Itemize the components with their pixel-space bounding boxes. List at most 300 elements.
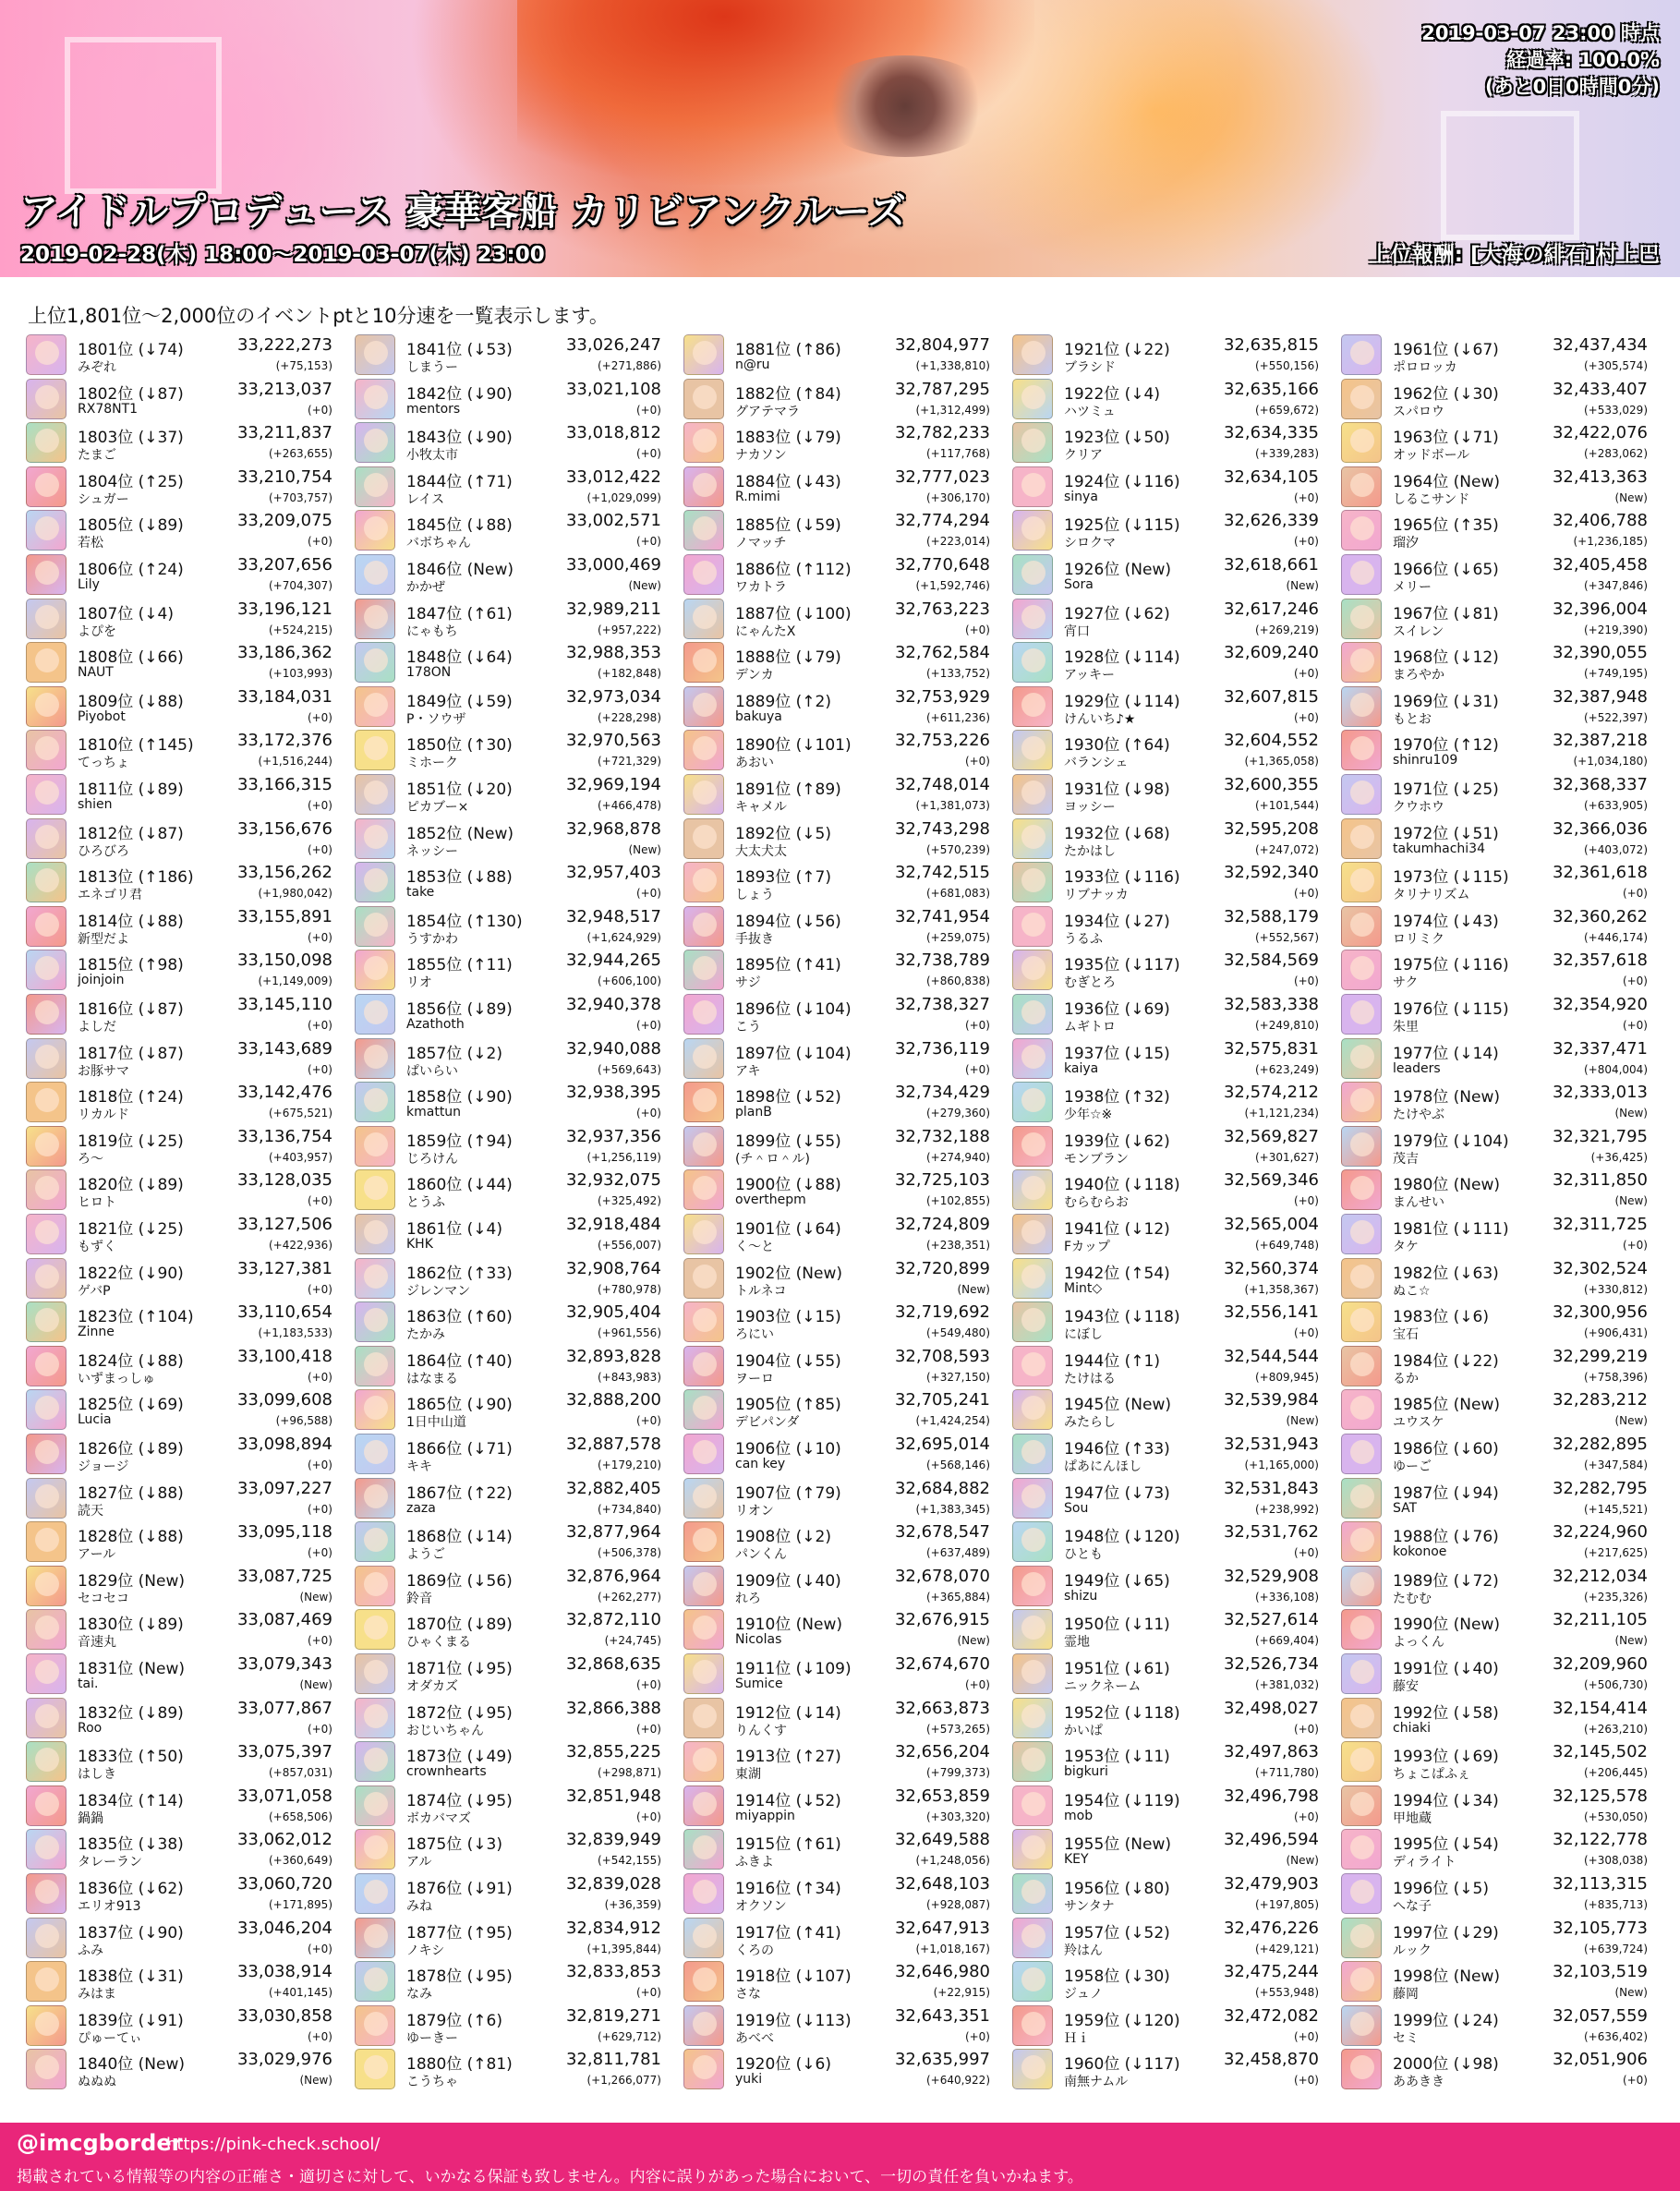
rank-label: 1975位 (↓116) xyxy=(1393,956,1509,975)
event-points: 32,600,355 xyxy=(1223,775,1319,794)
ten-minute-gain: (+1,516,244) xyxy=(258,755,332,769)
ranking-entry xyxy=(353,1036,663,1081)
rank-label: 1838位 (↓31) xyxy=(78,1967,184,1987)
ranking-entry xyxy=(24,904,334,949)
ranking-entry xyxy=(682,684,992,729)
idol-avatar-icon xyxy=(683,642,724,683)
producer-name: はなまる xyxy=(406,1371,458,1386)
producer-name: セミ xyxy=(1393,2030,1419,2046)
event-points: 33,156,676 xyxy=(236,818,332,839)
producer-name: 東湖 xyxy=(735,1767,761,1783)
ranking-entry xyxy=(682,640,992,684)
event-points: 32,663,873 xyxy=(894,1698,990,1718)
idol-avatar-icon xyxy=(683,774,724,815)
rank-label: 1818位 (↑24) xyxy=(78,1088,184,1108)
ten-minute-gain: (+102,855) xyxy=(925,1194,990,1208)
ranking-entry xyxy=(353,1168,663,1212)
producer-name: ああきき xyxy=(1393,2075,1444,2090)
ten-minute-gain: (+145,521) xyxy=(1583,1502,1648,1516)
rank-label: 1880位 (↑81) xyxy=(406,2055,513,2075)
ten-minute-gain: (+235,326) xyxy=(1583,1590,1648,1604)
producer-name: ノマッチ xyxy=(735,536,787,551)
ranking-entry xyxy=(353,2047,663,2091)
event-points: 32,720,899 xyxy=(894,1258,990,1278)
banner-eye-art xyxy=(813,55,997,157)
ranking-entry xyxy=(1010,1739,1321,1784)
idol-avatar-icon xyxy=(683,1829,724,1870)
idol-avatar-icon xyxy=(1341,466,1382,507)
idol-avatar-icon xyxy=(355,554,395,595)
ten-minute-gain: (New) xyxy=(1614,1986,1648,2000)
producer-name: しょう xyxy=(735,888,774,903)
rank-label: 1893位 (↑7) xyxy=(735,868,831,888)
ten-minute-gain: (+22,915) xyxy=(933,1986,990,2000)
idol-avatar-icon xyxy=(355,466,395,507)
rank-label: 1865位 (↓90) xyxy=(406,1396,513,1415)
rank-label: 1928位 (↓114) xyxy=(1064,648,1180,668)
rank-label: 1814位 (↓88) xyxy=(78,912,184,931)
rank-label: 1851位 (↓20) xyxy=(406,781,513,799)
ten-minute-gain: (+403,072) xyxy=(1583,842,1648,856)
ranking-entry xyxy=(682,1564,992,1608)
rank-label: 1958位 (↓30) xyxy=(1064,1967,1170,1987)
rank-label: 1957位 (↓52) xyxy=(1064,1923,1170,1943)
event-points: 32,674,670 xyxy=(894,1654,990,1674)
ten-minute-gain: (+0) xyxy=(307,1546,332,1560)
ten-minute-gain: (+658,506) xyxy=(268,1810,332,1823)
idol-avatar-icon xyxy=(683,1785,724,1826)
ranking-entry xyxy=(353,1827,663,1871)
producer-name: take xyxy=(406,885,435,901)
ranking-entry xyxy=(24,1212,334,1256)
producer-name: ボカバマズ xyxy=(406,1810,471,1826)
ten-minute-gain: (+0) xyxy=(1293,490,1319,504)
producer-name: むらむらお xyxy=(1064,1195,1129,1211)
idol-avatar-icon xyxy=(1012,599,1053,639)
producer-name: じろけん xyxy=(406,1151,458,1167)
rank-label: 1978位 (New) xyxy=(1393,1088,1501,1108)
idol-avatar-icon xyxy=(1012,1698,1053,1738)
ten-minute-gain: (+758,396) xyxy=(1583,1370,1648,1384)
producer-name: 大太犬太 xyxy=(735,843,787,859)
ten-minute-gain: (+506,378) xyxy=(597,1546,661,1560)
idol-avatar-icon xyxy=(683,599,724,639)
event-points: 32,368,337 xyxy=(1552,775,1648,794)
producer-name: クリア xyxy=(1064,448,1103,464)
idol-avatar-icon xyxy=(1341,994,1382,1035)
producer-name: 朱里 xyxy=(1393,1020,1419,1035)
ranking-entry xyxy=(682,552,992,597)
ranking-entry xyxy=(353,552,663,597)
event-points: 33,046,204 xyxy=(236,1918,332,1938)
event-points: 32,684,882 xyxy=(894,1478,990,1498)
producer-name: よぴを xyxy=(78,623,116,639)
producer-name: グアテマラ xyxy=(735,404,800,419)
event-points: 32,539,984 xyxy=(1223,1390,1319,1410)
producer-name: リブナッカ xyxy=(1064,888,1129,903)
ten-minute-gain: (+799,373) xyxy=(925,1766,990,1780)
rank-label: 1964位 (New) xyxy=(1393,472,1501,491)
ten-minute-gain: (+1,358,367) xyxy=(1244,1282,1319,1296)
twitter-handle[interactable]: @imcgborder xyxy=(17,2130,183,2156)
ten-minute-gain: (+0) xyxy=(964,623,990,636)
idol-avatar-icon xyxy=(1012,1038,1053,1079)
idol-avatar-icon xyxy=(355,1741,395,1782)
rank-label: 1891位 (↑89) xyxy=(735,781,841,799)
event-points: 32,575,831 xyxy=(1223,1038,1319,1059)
site-url-link[interactable]: https://pink-check.school/ xyxy=(166,2135,381,2154)
producer-name: あおい xyxy=(735,756,774,771)
ranking-entry xyxy=(1339,1959,1650,2003)
idol-avatar-icon xyxy=(26,1785,66,1826)
rank-label: 1901位 (↓64) xyxy=(735,1220,841,1239)
ten-minute-gain: (+0) xyxy=(307,1502,332,1516)
banner-window-frame xyxy=(65,37,222,194)
ranking-entry xyxy=(682,1784,992,1828)
producer-name: タレーラン xyxy=(78,1855,142,1870)
ranking-entry xyxy=(1010,1344,1321,1388)
producer-name: リオン xyxy=(735,1503,774,1519)
ten-minute-gain: (+860,838) xyxy=(925,974,990,988)
ranking-entry xyxy=(1339,2003,1650,2048)
idol-avatar-icon xyxy=(1012,379,1053,419)
idol-avatar-icon xyxy=(1341,599,1382,639)
idol-avatar-icon xyxy=(1012,1961,1053,2002)
ranking-entry xyxy=(1339,333,1650,377)
ten-minute-gain: (+0) xyxy=(307,799,332,812)
idol-avatar-icon xyxy=(26,599,66,639)
ranking-entry xyxy=(353,597,663,641)
producer-name: ノキシ xyxy=(406,1943,445,1958)
producer-name: スイレン xyxy=(1393,623,1444,639)
idol-avatar-icon xyxy=(26,1478,66,1519)
ranking-entry xyxy=(1010,992,1321,1036)
event-points: 32,057,559 xyxy=(1552,2005,1648,2026)
rank-label: 1953位 (↓11) xyxy=(1064,1748,1170,1767)
event-points: 32,479,903 xyxy=(1223,1874,1319,1894)
rank-label: 1825位 (↓69) xyxy=(78,1396,184,1415)
producer-name: てっちょ xyxy=(78,756,129,771)
ranking-entry xyxy=(353,1080,663,1124)
ranking-entry xyxy=(353,377,663,421)
ten-minute-gain: (+0) xyxy=(1293,1194,1319,1208)
ten-minute-gain: (+0) xyxy=(1622,974,1648,988)
ten-minute-gain: (+262,277) xyxy=(597,1590,661,1604)
rank-label: 1914位 (↓52) xyxy=(735,1791,841,1810)
idol-avatar-icon xyxy=(355,686,395,727)
idol-avatar-icon xyxy=(26,2049,66,2089)
ten-minute-gain: (+659,672) xyxy=(1254,403,1319,417)
ranking-entry xyxy=(24,1916,334,1960)
ranking-entry xyxy=(1010,1476,1321,1520)
ranking-entry xyxy=(24,1959,334,2003)
producer-name: たむむ xyxy=(1393,1591,1432,1606)
producer-name: ナカソン xyxy=(735,448,787,464)
idol-avatar-icon xyxy=(26,686,66,727)
ranking-entry xyxy=(1339,2047,1650,2091)
rank-label: 1934位 (↓27) xyxy=(1064,912,1170,931)
idol-avatar-icon xyxy=(1012,1741,1053,1782)
producer-name: ふきよ xyxy=(735,1855,774,1870)
event-points: 32,937,356 xyxy=(565,1126,661,1146)
ten-minute-gain: (+606,100) xyxy=(597,974,661,988)
rank-label: 1962位 (↓30) xyxy=(1393,384,1499,404)
ten-minute-gain: (+219,390) xyxy=(1583,623,1648,636)
ranking-entry xyxy=(1010,2047,1321,2091)
ten-minute-gain: (+381,032) xyxy=(1254,1678,1319,1691)
ten-minute-gain: (+568,146) xyxy=(925,1459,990,1471)
ten-minute-gain: (+0) xyxy=(1293,2029,1319,2043)
event-points: 32,609,240 xyxy=(1223,643,1319,663)
ranking-entry xyxy=(682,1080,992,1124)
rank-label: 1802位 (↓87) xyxy=(78,384,184,404)
rank-label: 1829位 (New) xyxy=(78,1571,186,1591)
rank-label: 1944位 (↑1) xyxy=(1064,1351,1160,1371)
rank-label: 1870位 (↓89) xyxy=(406,1616,513,1635)
event-points: 32,866,388 xyxy=(565,1698,661,1718)
idol-avatar-icon xyxy=(683,2049,724,2089)
rank-label: 1956位 (↓80) xyxy=(1064,1880,1170,1898)
ten-minute-gain: (+669,404) xyxy=(1254,1634,1319,1648)
rank-label: 1855位 (↑11) xyxy=(406,956,513,975)
producer-name: しまうー xyxy=(406,360,458,375)
ranking-entry xyxy=(1339,640,1650,684)
producer-name: ゲバP xyxy=(78,1283,111,1299)
event-points: 32,406,788 xyxy=(1552,511,1648,531)
event-points: 32,877,964 xyxy=(565,1522,661,1543)
idol-avatar-icon xyxy=(355,1785,395,1826)
event-points: 32,556,141 xyxy=(1223,1302,1319,1323)
idol-avatar-icon xyxy=(1341,818,1382,859)
ten-minute-gain: (+636,402) xyxy=(1583,2029,1648,2043)
producer-name: ぴゅーてぃ xyxy=(78,2030,142,2046)
producer-name: ピカブー× xyxy=(406,800,469,815)
idol-avatar-icon xyxy=(26,466,66,507)
producer-name: 羚はん xyxy=(1064,1943,1103,1958)
ten-minute-gain: (+0) xyxy=(307,1282,332,1296)
rank-label: 1948位 (↓120) xyxy=(1064,1528,1180,1547)
rank-label: 1981位 (↓111) xyxy=(1393,1220,1509,1239)
idol-avatar-icon xyxy=(355,774,395,815)
event-points: 32,635,997 xyxy=(894,2050,990,2070)
idol-avatar-icon xyxy=(26,994,66,1035)
producer-name: Piyobot xyxy=(78,708,126,724)
producer-name: エリオ913 xyxy=(78,1899,141,1914)
rank-label: 1873位 (↓49) xyxy=(406,1748,513,1767)
event-points: 32,738,327 xyxy=(894,995,990,1014)
ten-minute-gain: (+0) xyxy=(635,1019,661,1032)
rank-label: 1899位 (↓55) xyxy=(735,1132,841,1151)
producer-name: ムギトロ xyxy=(1064,1020,1116,1035)
event-points: 32,908,764 xyxy=(565,1258,661,1278)
producer-name: メリー xyxy=(1393,580,1432,595)
producer-name: リカルド xyxy=(78,1108,129,1123)
rank-label: 1845位 (↓88) xyxy=(406,516,513,536)
ranking-entry xyxy=(24,2003,334,2048)
ranking-entry xyxy=(353,508,663,552)
rank-label: 1992位 (↓58) xyxy=(1393,1703,1499,1723)
producer-name: 178ON xyxy=(406,665,452,681)
rank-label: 1830位 (↓89) xyxy=(78,1616,184,1635)
producer-name: ろにい xyxy=(735,1327,774,1343)
rank-label: 1910位 (New) xyxy=(735,1616,843,1635)
rank-label: 1920位 (↓6) xyxy=(735,2055,831,2075)
ranking-entry xyxy=(1339,1344,1650,1388)
producer-name: Nicolas xyxy=(735,1632,782,1648)
producer-name: kokonoe xyxy=(1393,1544,1447,1560)
ranking-entry xyxy=(1010,1256,1321,1301)
producer-name: モンブラン xyxy=(1064,1151,1129,1167)
event-points: 32,497,863 xyxy=(1223,1742,1319,1762)
producer-name: yuki xyxy=(735,2072,763,2088)
ranking-entry xyxy=(1339,420,1650,465)
rank-label: 1801位 (↓74) xyxy=(78,341,184,359)
ranking-entry xyxy=(1339,1256,1650,1301)
ranking-entry xyxy=(24,1827,334,1871)
ranking-entry xyxy=(682,2047,992,2091)
event-points: 32,643,351 xyxy=(894,2005,990,2026)
ten-minute-gain: (+1,165,000) xyxy=(1244,1459,1319,1471)
event-points: 33,143,689 xyxy=(236,1038,332,1059)
producer-name: リオ xyxy=(406,975,432,991)
producer-name: ゆーきー xyxy=(406,2030,458,2046)
producer-name: 小牧太市 xyxy=(406,448,458,464)
ranking-entry xyxy=(353,1212,663,1256)
ranking-entry xyxy=(1339,1387,1650,1432)
ranking-entry xyxy=(1010,772,1321,817)
event-points: 32,882,405 xyxy=(565,1478,661,1498)
ten-minute-gain: (+96,588) xyxy=(275,1414,332,1428)
rank-label: 1844位 (↑71) xyxy=(406,472,513,491)
ranking-entry xyxy=(1339,817,1650,861)
rank-label: 1938位 (↑32) xyxy=(1064,1088,1170,1108)
ranking-grid xyxy=(24,333,1659,2111)
rank-label: 1876位 (↓91) xyxy=(406,1880,513,1898)
event-points: 32,732,188 xyxy=(894,1126,990,1146)
ten-minute-gain: (+1,034,180) xyxy=(1573,755,1648,769)
idol-avatar-icon xyxy=(355,334,395,375)
event-points: 32,834,912 xyxy=(565,1918,661,1938)
rank-label: 1940位 (↓118) xyxy=(1064,1176,1180,1195)
idol-avatar-icon xyxy=(1012,818,1053,859)
idol-avatar-icon xyxy=(1341,730,1382,770)
rank-label: 1835位 (↓38) xyxy=(78,1835,184,1855)
ranking-entry xyxy=(353,1476,663,1520)
event-points: 32,583,338 xyxy=(1223,995,1319,1014)
ranking-entry xyxy=(353,1124,663,1168)
producer-name: うるふ xyxy=(1064,931,1103,947)
rank-label: 1842位 (↓90) xyxy=(406,384,513,404)
idol-avatar-icon xyxy=(1012,1566,1053,1606)
producer-name: エネゴリ君 xyxy=(78,888,142,903)
rank-label: 1950位 (↓11) xyxy=(1064,1616,1170,1635)
producer-name: むぎとろ xyxy=(1064,975,1116,991)
ranking-entry xyxy=(24,1784,334,1828)
idol-avatar-icon xyxy=(1341,1609,1382,1650)
ten-minute-gain: (New) xyxy=(628,842,661,856)
ten-minute-gain: (+279,360) xyxy=(925,1107,990,1120)
rank-label: 1990位 (New) xyxy=(1393,1616,1501,1635)
rank-label: 1966位 (↓65) xyxy=(1393,561,1499,579)
rank-label: 1889位 (↑2) xyxy=(735,692,831,711)
event-points: 33,087,725 xyxy=(236,1566,332,1586)
ten-minute-gain: (+542,155) xyxy=(597,1854,661,1868)
ten-minute-gain: (New) xyxy=(1614,1107,1648,1120)
ranking-entry xyxy=(353,992,663,1036)
ranking-entry xyxy=(353,333,663,377)
rank-label: 1993位 (↓69) xyxy=(1393,1748,1499,1767)
ten-minute-gain: (+0) xyxy=(964,1019,990,1032)
producer-name: joinjoin xyxy=(78,973,125,988)
event-points: 32,496,798 xyxy=(1223,1785,1319,1806)
event-points: 32,154,414 xyxy=(1552,1698,1648,1718)
event-points: 33,077,867 xyxy=(236,1698,332,1718)
idol-avatar-icon xyxy=(683,1609,724,1650)
producer-name: みね xyxy=(406,1899,432,1914)
event-points: 32,531,943 xyxy=(1223,1434,1319,1454)
idol-avatar-icon xyxy=(1012,862,1053,902)
rank-label: 1979位 (↓104) xyxy=(1393,1132,1509,1151)
idol-avatar-icon xyxy=(1012,730,1053,770)
producer-name: けんいち♪★ xyxy=(1064,711,1136,727)
ten-minute-gain: (+611,236) xyxy=(925,710,990,724)
event-points: 32,574,212 xyxy=(1223,1083,1319,1103)
idol-avatar-icon xyxy=(1341,554,1382,595)
rank-label: 1916位 (↑34) xyxy=(735,1880,841,1898)
ten-minute-gain: (+556,007) xyxy=(597,1239,661,1252)
event-points: 32,819,271 xyxy=(565,2005,661,2026)
ten-minute-gain: (+1,383,345) xyxy=(915,1502,990,1516)
rank-label: 1974位 (↓43) xyxy=(1393,912,1499,931)
event-points: 32,678,547 xyxy=(894,1522,990,1543)
ranking-entry xyxy=(682,1432,992,1476)
ten-minute-gain: (+0) xyxy=(307,1370,332,1384)
producer-name: ぬぬぬ xyxy=(78,2075,116,2090)
ranking-entry xyxy=(24,1300,334,1344)
event-points: 32,366,036 xyxy=(1552,818,1648,839)
rank-label: 1886位 (↑112) xyxy=(735,561,852,579)
idol-avatar-icon xyxy=(1012,1346,1053,1386)
idol-avatar-icon xyxy=(355,1961,395,2002)
rank-label: 1929位 (↓114) xyxy=(1064,692,1180,711)
ten-minute-gain: (+36,359) xyxy=(604,1898,661,1911)
ten-minute-gain: (New) xyxy=(1286,1414,1319,1428)
ranking-entry xyxy=(1010,1916,1321,1960)
rank-label: 1923位 (↓50) xyxy=(1064,429,1170,448)
producer-name: 甲地蔵 xyxy=(1393,1810,1432,1826)
producer-name: mob xyxy=(1064,1808,1094,1823)
event-points: 32,839,949 xyxy=(565,1830,661,1850)
event-points: 32,705,241 xyxy=(894,1390,990,1410)
rank-label: 1913位 (↑27) xyxy=(735,1748,841,1767)
ten-minute-gain: (+0) xyxy=(635,887,661,901)
ten-minute-gain: (+522,397) xyxy=(1583,710,1648,724)
rank-label: 1812位 (↓87) xyxy=(78,824,184,843)
event-points: 33,029,976 xyxy=(236,2050,332,2070)
event-points: 32,970,563 xyxy=(565,731,661,751)
ranking-entry xyxy=(1010,1784,1321,1828)
producer-name: 鈴音 xyxy=(406,1591,432,1606)
ranking-entry xyxy=(1339,1827,1650,1871)
producer-name: 瑠汐 xyxy=(1393,536,1419,551)
rank-label: 1878位 (↓95) xyxy=(406,1967,513,1987)
event-points: 32,770,648 xyxy=(894,555,990,575)
rank-label: 1933位 (↓116) xyxy=(1064,868,1180,888)
idol-avatar-icon xyxy=(1341,1918,1382,1958)
idol-avatar-icon xyxy=(355,994,395,1035)
rank-label: 1849位 (↓59) xyxy=(406,692,513,711)
idol-avatar-icon xyxy=(1341,1873,1382,1914)
